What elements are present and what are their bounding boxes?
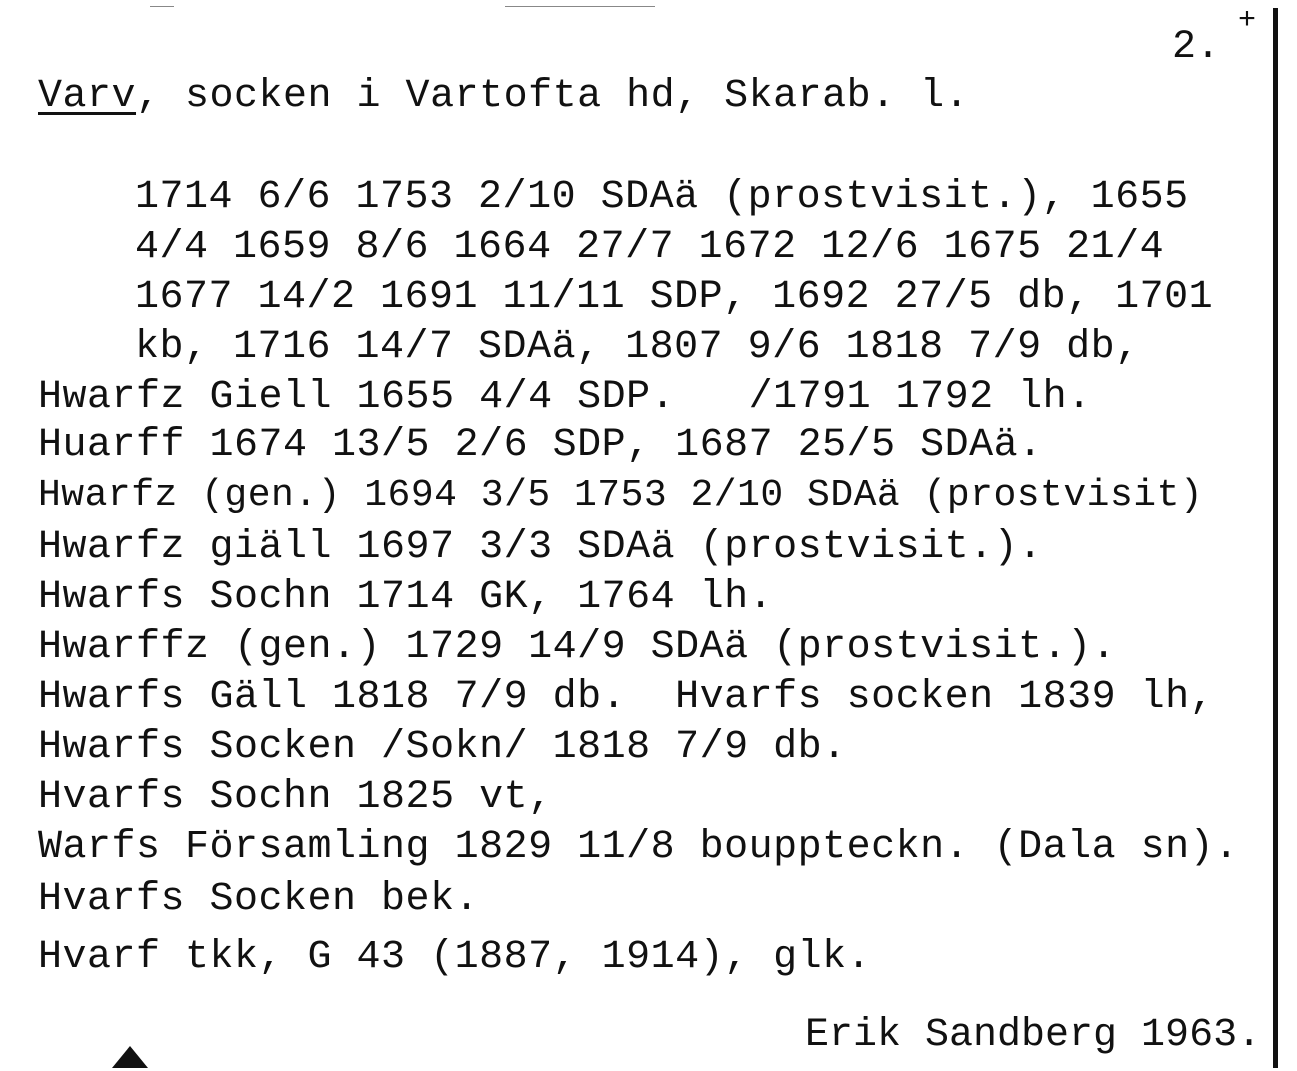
entry-line: 1677 14/2 1691 11/11 SDP, 1692 27/5 db, 1701 [135, 275, 1214, 320]
entry-line: kb, 1716 14/7 SDAä, 1807 9/6 1818 7/9 db, [135, 325, 1140, 370]
entry-line: 1714 6/6 1753 2/10 SDAä (prostvisit.), 1655 [135, 175, 1189, 220]
entry-line: Hvarfs Socken bek. [38, 877, 480, 922]
top-edge-mark [505, 6, 655, 7]
entry-line: Hwarfz giäll 1697 3/3 SDAä (prostvisit.). [38, 525, 1043, 570]
card-number: 2. [1172, 25, 1221, 70]
corner-mark [112, 1046, 148, 1068]
entry-line: Hwarfz Giell 1655 4/4 SDP. /1791 1792 lh. [38, 375, 1092, 420]
entry-line: Warfs Församling 1829 11/8 bouppteckn. (Dala sn). [38, 825, 1239, 870]
plus-mark: + [1238, 4, 1257, 38]
entry-line: Hvarfs Sochn 1825 vt, [38, 775, 553, 820]
entry-line: Hwarfs Socken /Sokn/ 1818 7/9 db. [38, 725, 847, 770]
card-right-border [1273, 8, 1278, 1068]
entry-line: Hwarfs Sochn 1714 GK, 1764 lh. [38, 575, 774, 620]
heading-line [38, 75, 969, 119]
signature: Erik Sandberg 1963. [805, 1013, 1262, 1058]
entry-line: Huarff 1674 13/5 2/6 SDP, 1687 25/5 SDAä. [38, 423, 1043, 468]
entry-line: Hwarffz (gen.) 1729 14/9 SDAä (prostvisit.). [38, 625, 1117, 670]
top-edge-mark [150, 6, 174, 7]
entry-line: 4/4 1659 8/6 1664 27/7 1672 12/6 1675 21/4 [135, 225, 1165, 270]
entry-line: Hvarf tkk, G 43 (1887, 1914), glk. [38, 935, 872, 980]
entry-line: Hwarfs Gäll 1818 7/9 db. Hvarfs socken 1839 lh, [38, 675, 1215, 720]
heading-description: , socken i Vartofta hd, Skarab. l. [136, 74, 970, 119]
headword: Varv [38, 74, 137, 119]
entry-line: Hwarfz (gen.) 1694 3/5 1753 2/10 SDAä (prostvisit) [38, 474, 1204, 517]
